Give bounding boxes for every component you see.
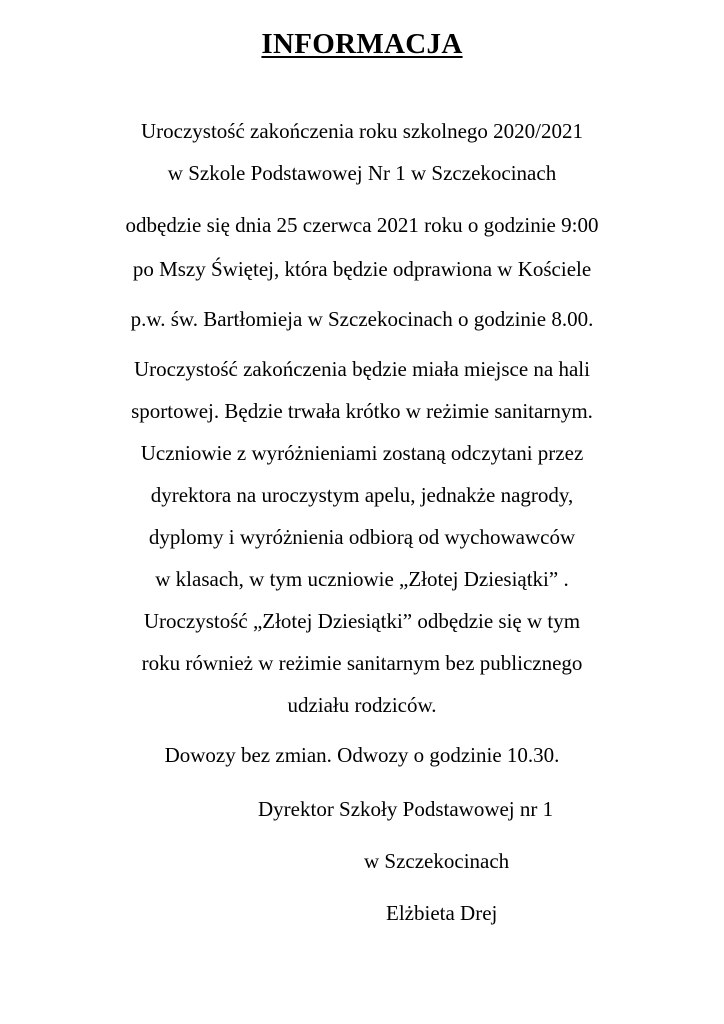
paragraph3-line-1: Uroczystość zakończenia będzie miała miejsce na hali xyxy=(134,357,590,381)
signature-position: Dyrektor Szkoły Podstawowej nr 1 xyxy=(258,797,554,821)
paragraph3-line-3: Uczniowie z wyróżnieniami zostaną odczytani przez xyxy=(140,441,584,465)
paragraph3-line-4: dyrektora na uroczystym apelu, jednakże nagrody, xyxy=(150,483,574,507)
paragraph3-line-7: Uroczystość „Złotej Dziesiątki” odbędzie się w tym xyxy=(143,609,581,633)
paragraph2-line-3: p.w. św. Bartłomieja w Szczekocinach o godzinie 8.00. xyxy=(130,307,594,331)
paragraph2-line-1: odbędzie się dnia 25 czerwca 2021 roku o godzinie 9:00 xyxy=(125,213,599,237)
paragraph3-line-6: w klasach, w tym uczniowie „Złotej Dziesiątki” . xyxy=(155,567,569,591)
document-title: INFORMACJA xyxy=(261,28,463,60)
signature-place: w Szczekocinach xyxy=(364,849,510,873)
paragraph1-line-2: w Szkole Podstawowej Nr 1 w Szczekocinach xyxy=(167,161,557,185)
paragraph2-line-2: po Mszy Świętej, która będzie odprawiona w Kościele xyxy=(132,257,592,281)
transport-info: Dowozy bez zmian. Odwozy o godzinie 10.30. xyxy=(164,743,560,767)
paragraph1-line-1: Uroczystość zakończenia roku szkolnego 2020/2021 xyxy=(140,119,584,143)
signature-name: Elżbieta Drej xyxy=(386,901,498,925)
paragraph3-line-9: udziału rodziców. xyxy=(287,693,437,717)
paragraph3-line-5: dyplomy i wyróżnienia odbiorą od wychowawców xyxy=(148,525,576,549)
paragraph3-line-8: roku również w reżimie sanitarnym bez publicznego xyxy=(141,651,583,675)
paragraph3-line-2: sportowej. Będzie trwała krótko w reżimie sanitarnym. xyxy=(131,399,593,423)
